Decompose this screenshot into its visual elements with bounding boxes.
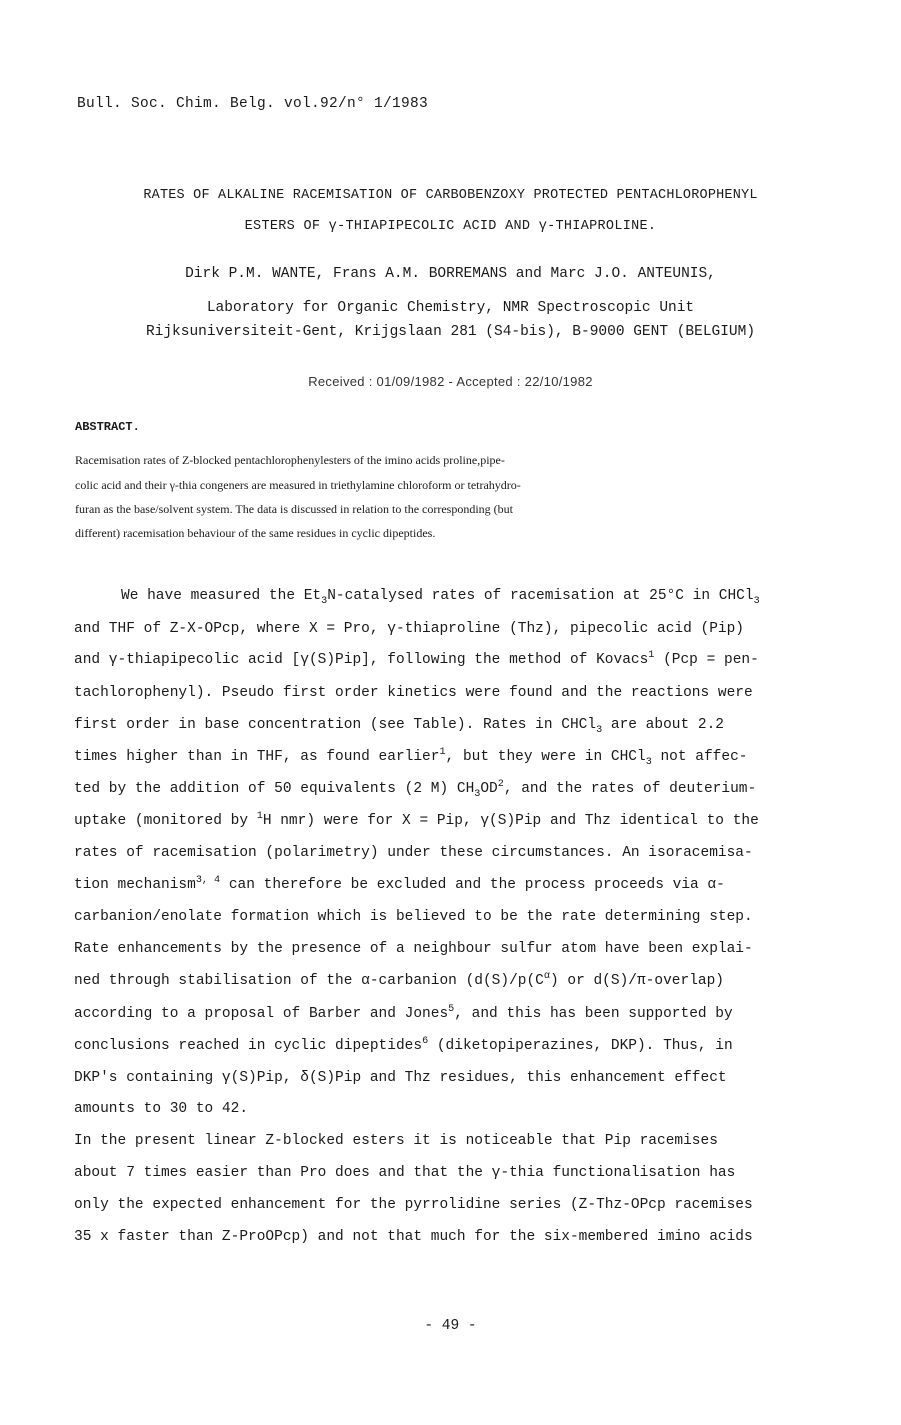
body-line: ned through stabilisation of the α-carbanion ($d(S)/p(C^\alpha)$ or d(S)/π-overlap) [74, 971, 724, 989]
body-line: amounts to 30 to 42. [74, 1101, 249, 1117]
body-line: We have measured the $Et_3N$-catalysed rates of racemisation at 25°C in CHCl$_3$ [121, 588, 760, 607]
affiliation-line-2: Rijksuniversiteit-Gent, Krijgslaan 281 (S4-bis), B-9000 GENT (BELGIUM) [145, 324, 756, 340]
body-line: ted by the addition of 50 equivalents (2 M) $CH_3OD^2$, and the rates of deuterium- [74, 779, 757, 800]
journal-citation: Bull. Soc. Chim. Belg. vol.92/n° 1/1983 [77, 96, 429, 112]
body-line: according to a proposal of Barber and Jones$^5$, and this has been supported by [74, 1004, 733, 1022]
abstract-heading: ABSTRACT. [75, 420, 140, 434]
body-line: 35 x faster than Z-ProOPcp) and not that much for the six-membered imino acids [74, 1229, 753, 1245]
affiliation-line-1: Laboratory for Organic Chemistry, NMR Spectroscopic Unit [206, 300, 695, 316]
body-line: tachlorophenyl). Pseudo first order kinetics were found and the reactions were [74, 685, 753, 701]
body-line: In the present linear Z-blocked esters it is noticeable that Pip racemises [74, 1133, 718, 1149]
body-line: carbanion/enolate formation which is believed to be the rate determining step. [74, 909, 753, 925]
paper-title-line-1: RATES OF ALKALINE RACEMISATION OF CARBOBENZOXY PROTECTED PENTACHLOROPHENYL [143, 188, 758, 203]
body-line: only the expected enhancement for the pyrrolidine series (Z-Thz-OPcp racemises [74, 1197, 753, 1213]
received-accepted-dates: Received : 01/09/1982 - Accepted : 22/10/1982 [308, 374, 593, 389]
body-line: about 7 times easier than Pro does and that the γ-thia functionalisation has [74, 1165, 736, 1181]
abstract-line: Racemisation rates of Z-blocked pentachlorophenylesters of the imino acids proline,pipe- [75, 453, 505, 467]
body-line: and THF of Z-X-OPcp, where X = Pro, γ-thiaproline (Thz), pipecolic acid (Pip) [74, 621, 745, 637]
abstract-line: furan as the base/solvent system. The data is discussed in relation to the corresponding (but [75, 502, 514, 516]
body-line: rates of racemisation (polarimetry) under these circumstances. An isoracemisa- [74, 845, 753, 861]
paper-title-line-2: ESTERS OF γ-THIAPIPECOLIC ACID AND γ-THIAPROLINE. [244, 219, 657, 234]
body-line: tion mechanism$^{3, 4}$ can therefore be excluded and the process proceeds via α- [74, 875, 725, 893]
body-line: conclusions reached in cyclic dipeptides$^6$ (diketopiperazines, DKP). Thus, in [74, 1036, 733, 1054]
authors: Dirk P.M. WANTE, Frans A.M. BORREMANS and Marc J.O. ANTEUNIS, [185, 266, 716, 282]
body-line: times higher than in THF, as found earlier$^1$, but they were in CHCl$_3$ not affec- [74, 747, 748, 768]
body-line: uptake (monitored by $^1$H nmr) were for X = Pip, γ(S)Pip and Thz identical to the [74, 811, 759, 829]
abstract-line: different) racemisation behaviour of the same residues in cyclic dipeptides. [75, 526, 436, 540]
body-line: and γ-thiapipecolic acid [γ(S)Pip], following the method of Kovacs$^1$ (Pcp = pen- [74, 650, 759, 668]
abstract-line: colic acid and their γ-thia congeners are measured in triethylamine chloroform or tetrahydro- [75, 478, 521, 492]
body-line: first order in base concentration (see Table). Rates in CHCl$_3$ are about 2.2 [74, 717, 724, 736]
page-number: - 49 - [424, 1318, 477, 1334]
body-line: Rate enhancements by the presence of a neighbour sulfur atom have been explai- [74, 941, 753, 957]
body-line: DKP's containing γ(S)Pip, δ(S)Pip and Thz residues, this enhancement effect [74, 1070, 727, 1086]
